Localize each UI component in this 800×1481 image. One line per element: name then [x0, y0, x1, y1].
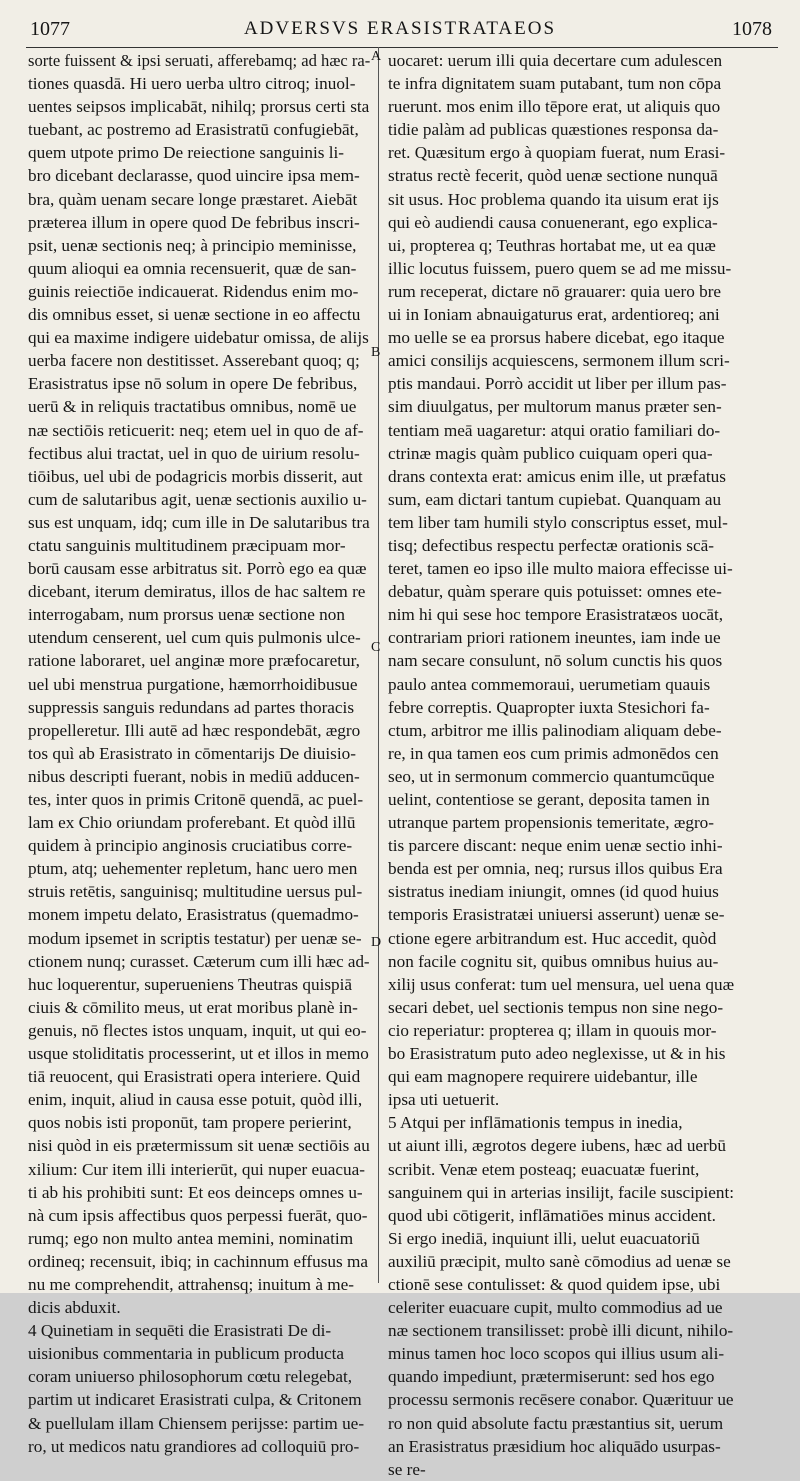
text-line: partim ut indicaret Erasistrati culpa, & Critonem	[28, 1390, 362, 1410]
text-line: uisionibus commentaria in publicum producta	[28, 1344, 344, 1364]
text-line: se re-	[388, 1459, 426, 1479]
page-header	[0, 14, 800, 44]
text-line: ctum, arbitror me illis palinodiam aliquam debe-	[388, 720, 722, 740]
text-line: minus tamen hoc loco scopos qui illius usum ali-	[388, 1344, 725, 1364]
text-line: genuis, nō flectes istos unquam, inquit, ut qui eo-	[28, 1020, 367, 1040]
text-line: ctionem nunq; curasset. Cæterum cum illi hæc ad-	[28, 951, 370, 971]
text-line: huc loquerentur, superueniens Theutras quispiā	[28, 974, 353, 994]
text-line: nam secare consulunt, nō solum cunctis his quos	[388, 651, 723, 671]
text-line: ti ab his prohibiti sunt: Et eos deinceps omnes u-	[28, 1182, 363, 1202]
text-line: tes, inter quos in primis Critonē quendā, ac puel-	[28, 790, 364, 809]
text-line: tuebant, ac postremo ad Erasistratū confugiebāt,	[28, 120, 359, 140]
text-line: quando impediunt, prætermiserunt: sed hos ego	[388, 1367, 715, 1387]
right-page-number: 1078	[732, 18, 772, 40]
text-line: næ sectiōis reticuerit: neq; etem uel in quo de af-	[28, 420, 364, 440]
text-line: ctione egere arbitrandum est. Huc accedit, quòd	[388, 928, 717, 948]
text-line: an Erasistratus præsidium hoc aliquādo usurpas-	[388, 1436, 721, 1456]
text-line: qui eam magnopere requirere uidebantur, ille	[388, 1067, 698, 1087]
margin-letter-a: A	[371, 49, 382, 64]
text-line: seo, ut in sermonum commercio quantumcūque	[388, 766, 715, 786]
text-line: dicebant, iterum demiratus, illos de hac saltem re	[28, 582, 366, 602]
text-line: non facile cognitu sit, quibus omnibus huius au-	[388, 951, 719, 971]
text-line: tos quì ab Erasistrato in cōmentarijs De diuisio-	[28, 743, 356, 763]
text-line: sanguinem qui in arterias insilijt, facile suscipient:	[388, 1182, 735, 1202]
text-line: benda est per omnia, neq; rursus illos quibus Era	[388, 859, 723, 879]
text-line: sim diuulgatus, per multorum manus præter sen-	[388, 397, 722, 417]
text-line: nà cum ipsis affectibus quos perpessi fuerāt, quo-	[28, 1205, 368, 1225]
column-divider	[378, 47, 379, 1283]
text-line: psit, uenæ sectionis neq; à principio meminisse,	[28, 235, 357, 255]
text-line: qui eò audiendi causa conuenerant, ego explica-	[388, 212, 718, 232]
text-line: tiōibus, uel ubi de podagricis morbis disserit, aut	[28, 466, 363, 486]
text-line: auxiliū præcipit, multo sanè cōmodius ad uenæ se	[388, 1251, 731, 1271]
text-line: sus est unquam, idq; cum ille in De salutaribus tra	[28, 512, 370, 532]
text-line: propelleretur. Illi autē ad hæc respondebāt, ægro	[28, 720, 361, 740]
text-line: uel ubi menstrua purgatione, hæmorrhoidibusue	[28, 674, 358, 694]
text-line: suppressis sanguis redundans ad partes thoracis	[28, 697, 355, 717]
text-line: tis parcere discant: neque enim uenæ sectio inhi-	[388, 836, 723, 856]
text-line: bra, quàm uenam secare longe præstaret. Aiebāt	[28, 189, 358, 209]
text-line: 4 Quinetiam in sequēti die Erasistrati De di-	[28, 1321, 332, 1341]
text-line: tisq; defectibus respectu perfectæ orationis scā-	[388, 535, 714, 555]
text-line: temporis Erasistratæi uniuersi asserunt) uenæ se-	[388, 905, 725, 925]
text-line: quem utpote primo De reiectione sanguinis li-	[28, 143, 344, 163]
text-line: interrogabam, num prorsus uenæ sectione non	[28, 605, 345, 625]
text-line: xilium: Cur item illi interierūt, qui nuper euacua-	[28, 1159, 365, 1179]
text-line: rumq; ego non multo antea memini, nominatim	[28, 1228, 354, 1248]
text-line: ordineq; recensuit, ibiq; in cachinnum effusus ma	[28, 1251, 369, 1271]
text-line: modum ipsemet in scriptis testatur) per uenæ se-	[28, 928, 362, 948]
text-line: teret, tamen eo ipso ille multo maiora effecisse ui-	[388, 559, 733, 579]
text-line: quod ubi cōtigerit, inflāmatiōes minus accident.	[388, 1205, 716, 1225]
text-line: tiones quasdā. Hi uero uerba ultro citroq; inuol-	[28, 74, 356, 94]
text-line: paulo antea commemoraui, uerumetiam quauis	[388, 674, 711, 694]
text-line: ro non quid absolute factu præstantius sit, uerum	[388, 1413, 724, 1433]
text-line: rum receperat, dictare nō grauarer: quia uero bre	[388, 281, 722, 301]
text-line: secari debet, uel sectionis tempus non sine nego-	[388, 997, 724, 1017]
text-line: coram uniuerso philosophorum cœtu relegebat,	[28, 1367, 353, 1387]
text-line: 5 Atqui per inflāmationis tempus in inedia,	[388, 1113, 683, 1133]
text-line: sistratus inediam iniungit, omnes (id quod huius	[388, 882, 719, 902]
text-line: qui ea maxime indigere uidebatur omissa, de alijs	[28, 328, 369, 348]
text-line: ipsa uti uetuerit.	[388, 1090, 500, 1110]
text-line: illic locutus fuissem, puero quem se ad me missu-	[388, 258, 732, 278]
text-line: bro dicebant declarasse, quod uincire ipsa mem-	[28, 166, 360, 186]
text-line: celeriter euacuare cupit, multo commodius ad ue	[388, 1298, 723, 1318]
text-line: tidie palàm ad publicas quæstiones responsa da-	[388, 120, 719, 140]
text-line: utranque partem propensionis temeritate, ægro-	[388, 813, 714, 833]
text-line: dicis abduxit.	[28, 1298, 121, 1318]
text-line: uelint, contentiose se gerant, deposita tamen in	[388, 790, 710, 809]
text-line: ui, propterea q; Teuthras hortabat me, ut ea quæ	[388, 235, 716, 255]
text-line: tentiam meā uagaretur: atqui oratio familiari do-	[388, 420, 721, 440]
text-line: ctrinæ magis quàm publico cuiquam operi qua-	[388, 443, 713, 463]
text-line: re, in qua tamen eos cum primis admonēdos cen	[388, 743, 719, 763]
text-line: monem impetu delato, Erasistratus (quemadmo-	[28, 905, 359, 925]
text-line: borū causam esse arbitratus sit. Porrò ego ea quæ	[28, 559, 367, 579]
text-line: xilij usus conferat: tum uel mensura, uel uena quæ	[388, 974, 735, 994]
text-line: sorte fuissent & ipsi seruati, afferebamq; ad hæc ra-	[28, 51, 371, 70]
text-line: amici consilijs acquiescens, sermonem illum scri-	[388, 351, 730, 371]
text-line: ui in Ioniam abnauigaturus erat, ardentioreq; ani	[388, 305, 720, 325]
text-line: ptum, atq; uehementer repletum, hanc uero men	[28, 859, 358, 879]
text-line: contrariam priori rationem ineuntes, iam inde ue	[388, 628, 721, 648]
running-title: ADVERSVS ERASISTRATAEOS	[243, 18, 557, 39]
text-line: Si ergo inediā, inquiunt illi, uelut euacuatoriū	[388, 1228, 700, 1248]
text-line: næ sectionem transilisset: probè illi dicunt, nihilo-	[388, 1321, 734, 1341]
text-line: quidem à principio anginosis cruciatibus corre-	[28, 836, 353, 856]
text-line: ciuis & cōmilito meus, ut erat moribus planè in-	[28, 997, 358, 1017]
text-line: Erasistratus ipse nō solum in opere De febribus,	[28, 374, 358, 394]
text-line: nisi quòd in eis prætermissum sit uenæ sectiōis au	[28, 1136, 370, 1156]
margin-letter-c: C	[371, 640, 381, 655]
text-line: febre correptis. Quapropter iuxta Stesichori fa-	[388, 697, 710, 717]
text-line: præterea illum in opere quod De febribus inscri-	[28, 212, 360, 232]
text-line: debatur, quàm sperare quis potuisset: omnes ete-	[388, 582, 722, 602]
text-line: bo Erasistratum puto adeo neglexisse, ut & in his	[388, 1044, 726, 1064]
text-line: enim, inquit, aliud in causa esse potuit, quòd illi,	[28, 1090, 363, 1110]
text-line: cio reperiatur: propterea q; illam in quouis mor-	[388, 1020, 717, 1040]
text-line: cum de salutaribus agit, uenæ sectionis auxilio u-	[28, 489, 367, 509]
text-line: ptis mandaui. Porrò accidit ut liber per illum pas-	[388, 374, 727, 394]
text-line: struis retētis, sanguinisq; multitudine uersus pul-	[28, 882, 363, 902]
text-line: sum, eam dictari tantum cupiebat. Quanquam au	[388, 489, 722, 509]
text-line: ret. Quæsitum ergo à quopiam fuerat, num Erasi-	[388, 143, 726, 163]
text-line: ro, ut medicos natu grandiores ad colloquiū pro-	[28, 1436, 360, 1456]
text-line: nim hi qui sese hoc tempore Erasistratæos uocāt,	[388, 605, 724, 625]
text-line: guinis reiectiōe indicauerat. Ridendus enim mo-	[28, 281, 359, 301]
text-line: quos nobis isti proponūt, tam propere perierint,	[28, 1113, 352, 1133]
text-line: uerba facere non destitisset. Asserebant quoq; q;	[28, 351, 360, 371]
text-line: nu me comprehendit, attrahensq; inuitum à me-	[28, 1274, 354, 1294]
left-page-number: 1077	[30, 18, 70, 40]
text-line: tiā reuocent, qui Erasistrati opera interiere. Quid	[28, 1067, 361, 1087]
header-rule	[26, 47, 778, 48]
margin-letter-b: B	[371, 345, 381, 360]
text-line: quum alioqui ea omnia recensuerit, quæ de san-	[28, 258, 357, 278]
text-line: & puellulam illam Chiensem perijsse: partim ue-	[28, 1413, 365, 1433]
text-line: ut aiunt illi, ægrotos degere iubens, hæc ad uerbū	[388, 1136, 726, 1156]
text-line: ctatu sanguinis multitudinem præcipuam mor-	[28, 535, 346, 555]
text-line: tem liber tam humili stylo conscriptus esset, mul-	[388, 512, 728, 532]
text-line: uerū & in reliquis tractatibus omnibus, nomē ue	[28, 397, 357, 417]
text-line: processu sermonis recēsere conabor. Quærituur ue	[388, 1390, 734, 1410]
text-line: nibus descripti fuerant, nobis in mediū adducen-	[28, 766, 360, 786]
text-line: fectibus alui tractat, uel in quo de uirium resolu-	[28, 443, 360, 463]
text-line: sit usus. Hoc problema quando ita uisum erat ijs	[388, 189, 719, 209]
text-line: drans contexta erat: amicus enim ille, ut præfatus	[388, 466, 726, 486]
text-line: uocaret: uerum illi quia decertare cum adulescen	[388, 51, 723, 70]
text-line: utendum censerent, uel cum quis pulmonis ulce-	[28, 628, 361, 648]
right-text-column	[388, 49, 766, 1481]
text-line: ratione laboraret, uel anginæ more præfocaretur,	[28, 651, 360, 671]
text-line: te infra dignitatem suam putabant, tum non cōpa	[388, 74, 722, 94]
text-line: ctionē sese contulisset: & quod quidem ipse, ubi	[388, 1274, 721, 1294]
text-line: ruerunt. mos enim illo tēpore erat, ut aliquis quo	[388, 97, 721, 117]
text-line: dis omnibus esset, si uenæ sectione in eo affectu	[28, 305, 361, 325]
left-text-column	[28, 49, 370, 1458]
text-line: scribit. Venæ etem posteaq; euacuatæ fuerint,	[388, 1159, 700, 1179]
text-line: usque stoliditatis processerint, ut et illos in memo	[28, 1044, 369, 1064]
text-line: mo uelle se ea prorsus habere dicebat, ego itaque	[388, 328, 725, 348]
text-line: uentes seipsos implicabāt, nihilq; prorsus certi sta	[28, 97, 370, 117]
text-line: lam ex Chio oriundam proferebant. Et quòd illū	[28, 813, 356, 833]
text-line: stratus rectè fecerit, quòd uenæ sectione nunquā	[388, 166, 718, 186]
margin-letter-d: D	[371, 935, 382, 950]
